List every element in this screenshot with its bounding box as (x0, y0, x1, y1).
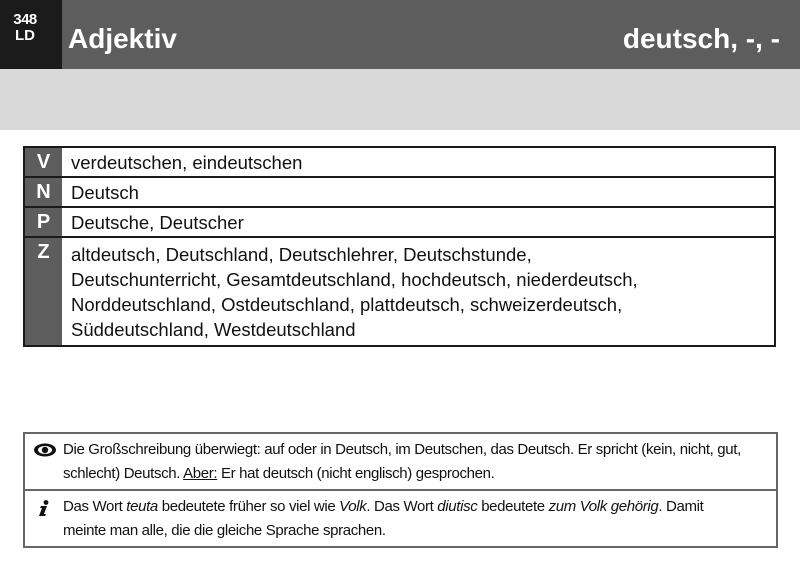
row-text: verdeutschen, eindeutschen (71, 152, 303, 173)
row-letter: Z (25, 238, 62, 345)
etymology-note (25, 489, 776, 546)
row-letter: V (25, 148, 62, 176)
notes-box (23, 432, 778, 548)
row-letter: N (25, 178, 62, 206)
note-line: schlecht) Deutsch. Aber: Er hat deutsch (nicht englisch) gesprochen. (63, 465, 495, 482)
word-family-table (23, 146, 776, 347)
section-code: LD (15, 27, 35, 44)
page-badge (0, 0, 62, 69)
note-line: meinte man alle, die die gleiche Sprache sprachen. (63, 522, 386, 539)
info-icon (33, 500, 57, 516)
row-text-line: altdeutsch, Deutschland, Deutschlehrer, Deutschstunde, (71, 244, 532, 265)
row-text-multiline (62, 238, 774, 345)
page-header (0, 0, 800, 69)
row-text-line: Norddeutschland, Ostdeutschland, plattdeutsch, schweizerdeutsch, (71, 294, 623, 315)
note-line: Das Wort teuta bedeutete früher so viel wie Volk. Das Wort diutisc bedeutete zum Volk gehörig. Damit (63, 498, 704, 515)
header-subband (0, 69, 800, 130)
table-row (25, 208, 774, 238)
table-row (25, 178, 774, 208)
table-row (25, 148, 774, 178)
headword: deutsch, -, - (622, 23, 780, 54)
usage-note (25, 434, 776, 489)
row-text: Deutsche, Deutscher (71, 212, 244, 233)
word-class-title: Adjektiv (68, 23, 177, 54)
page-number: 348 (13, 11, 37, 28)
row-text-line: Süddeutschland, Westdeutschland (71, 319, 356, 340)
eye-icon (33, 442, 57, 458)
row-text-line: Deutschunterricht, Gesamtdeutschland, hochdeutsch, niederdeutsch, (71, 269, 638, 290)
row-letter: P (25, 208, 62, 236)
emphasis-underline: Aber: (183, 465, 218, 482)
note-line: Die Großschreibung überwiegt: auf oder in Deutsch, im Deutschen, das Deutsch. Er spricht (kein, nicht, gut, (63, 441, 741, 458)
table-row (25, 238, 774, 345)
row-text: Deutsch (71, 182, 139, 203)
